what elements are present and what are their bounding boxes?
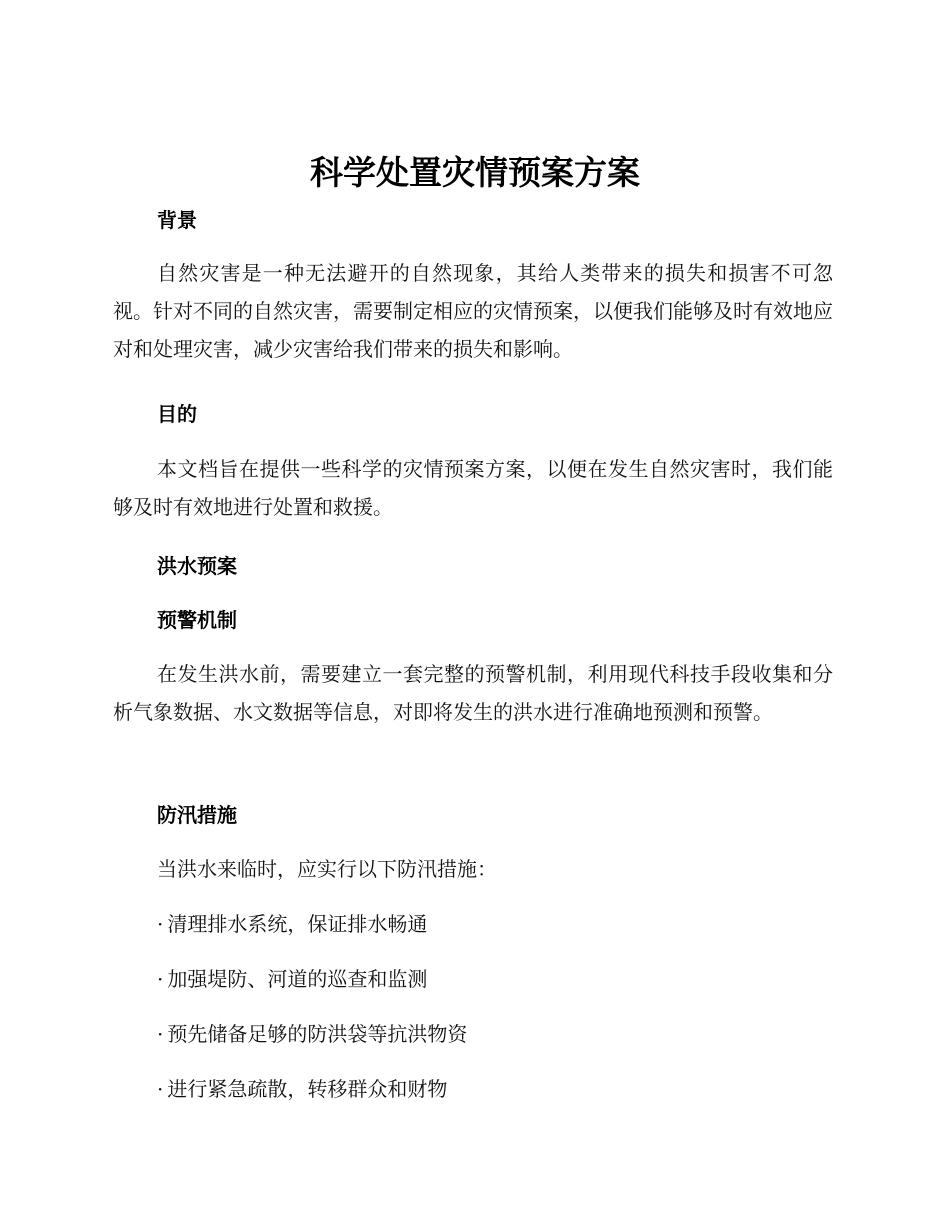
flood-measures-heading: 防汛措施 bbox=[157, 803, 237, 827]
list-item-text: 预先储备足够的防洪袋等抗洪物资 bbox=[167, 1022, 468, 1046]
background-heading: 背景 bbox=[157, 208, 197, 232]
list-item bbox=[157, 1074, 447, 1104]
flood-plan-heading: 洪水预案 bbox=[157, 554, 237, 578]
bullet-icon: · bbox=[157, 912, 164, 936]
list-item bbox=[157, 1019, 467, 1049]
flood-measures-intro: 当洪水来临时，应实行以下防汛措施： bbox=[157, 857, 497, 881]
background-paragraph: 自然灾害是一种无法避开的自然现象，其给人类带来的损失和损害不可忽视。针对不同的自然灾害，需要制定相应的灾情预案，以便我们能够及时有效地应对和处理灾害，减少灾害给我们带来的损失和影响。 bbox=[113, 261, 833, 361]
list-item-text: 加强堤防、河道的巡查和监测 bbox=[167, 967, 428, 991]
bullet-icon: · bbox=[157, 1022, 164, 1046]
bullet-icon: · bbox=[157, 1077, 164, 1101]
document-title: 科学处置灾情预案方案 bbox=[310, 153, 640, 192]
purpose-paragraph: 本文档旨在提供一些科学的灾情预案方案，以便在发生自然灾害时，我们能够及时有效地进行处置和救援。 bbox=[113, 457, 833, 519]
bullet-icon: · bbox=[157, 967, 164, 991]
list-item-text: 清理排水系统，保证排水畅通 bbox=[167, 912, 428, 936]
list-item bbox=[157, 964, 427, 994]
list-item bbox=[157, 909, 427, 939]
warning-mechanism-heading: 预警机制 bbox=[157, 608, 237, 632]
purpose-heading: 目的 bbox=[157, 402, 197, 426]
warning-mechanism-paragraph: 在发生洪水前，需要建立一套完整的预警机制，利用现代科技手段收集和分析气象数据、水文数据等信息，对即将发生的洪水进行准确地预测和预警。 bbox=[113, 662, 833, 724]
list-item-text: 进行紧急疏散，转移群众和财物 bbox=[167, 1077, 448, 1101]
